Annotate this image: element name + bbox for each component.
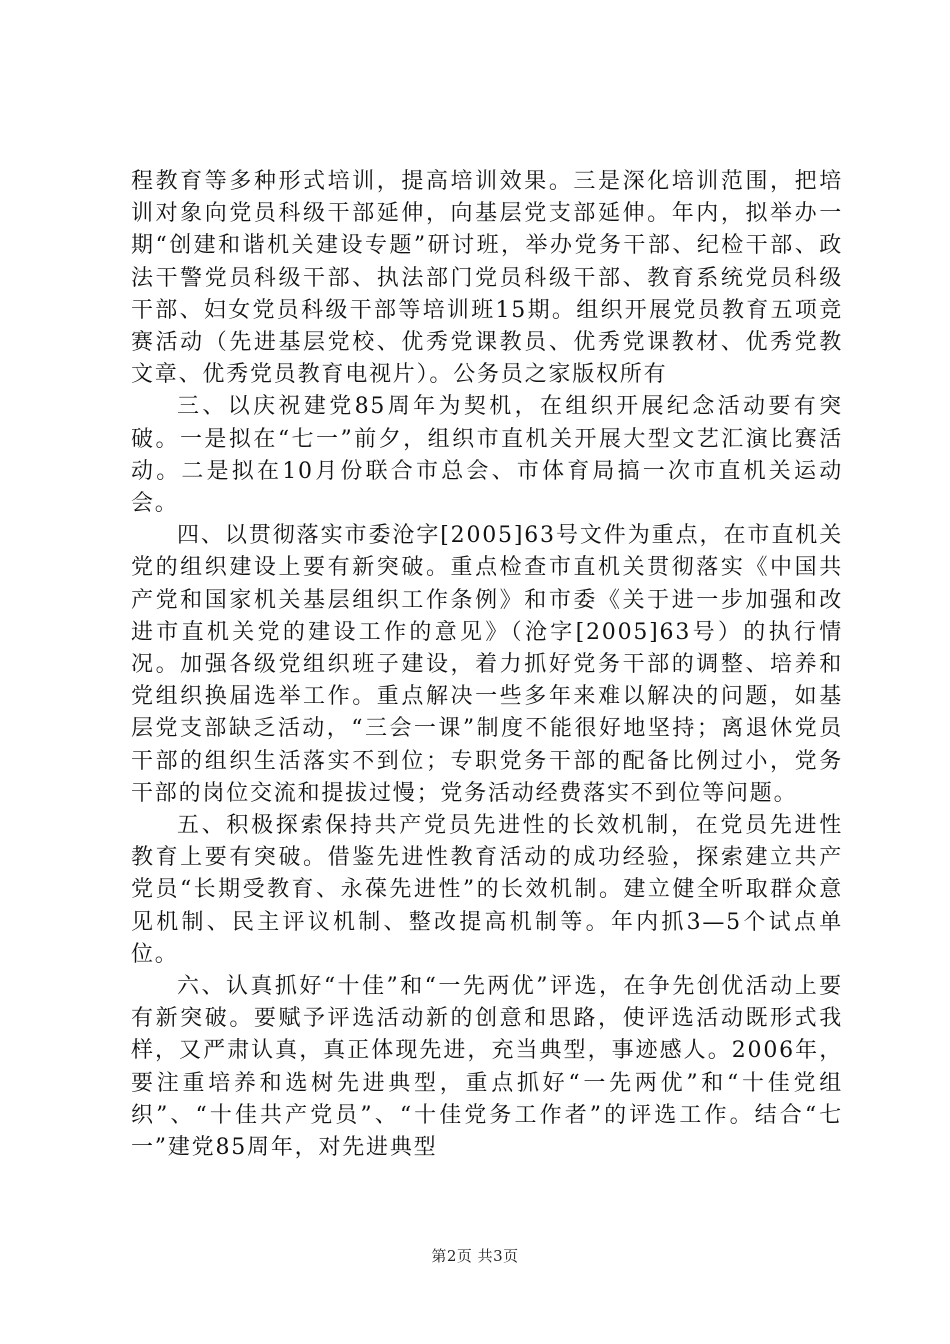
- paragraph-item-three: 三、以庆祝建党85周年为契机，在组织开展纪念活动要有突破。一是拟在“七一”前夕，组织市直机关开展大型文艺汇演比赛活动。二是拟在10月份联合市总会、市体育局搞一次市直机关运动会。: [131, 394, 843, 517]
- paragraph-item-six: 六、认真抓好“十佳”和“一先两优”评选，在争先创优活动上要有新突破。要赋予评选活动新的创意和思路，使评选活动既形式我样，又严肃认真，真正体现先进，充当典型，事迹感人。2006年，要注重培养和选树先进典型，重点抓好“一先两优”和“十佳党组织”、“十佳共产党员”、“十佳党务工作者”的评选工作。结合“七一”建党85周年，对先进典型: [131, 974, 843, 1161]
- page-number-footer: 第2页 共3页: [431, 1247, 519, 1265]
- paragraph-continued-training: 程教育等多种形式培训，提高培训效果。三是深化培训范围，把培训对象向党员科级干部延伸，向基层党支部延伸。年内，拟举办一期“创建和谐机关建设专题”研讨班，举办党务干部、纪检干部、政法干警党员科级干部、执法部门党员科级干部、教育系统党员科级干部、妇女党员科级干部等培训班15期。组织开展党员教育五项竞赛活动（先进基层党校、优秀党课教员、优秀党课教材、优秀党教文章、优秀党员教育电视片）。公务员之家版权所有: [131, 169, 843, 388]
- paragraph-item-four: 四、以贯彻落实市委沧字[2005]63号文件为重点，在市直机关党的组织建设上要有新突破。重点检查市直机关贯彻落实《中国共产党和国家机关基层组织工作条例》和市委《关于进一步加强和改进市直机关党的建设工作的意见》（沧字[2005]63号）的执行情况。加强各级党组织班子建设，着力抓好党务干部的调整、培养和党组织换届选举工作。重点解决一些多年来难以解决的问题，如基层党支部缺乏活动，“三会一课”制度不能很好地坚持；离退休党员干部的组织生活落实不到位；专职党务干部的配备比例过小，党务干部的岗位交流和提拔过慢；党务活动经费落实不到位等问题。: [131, 523, 843, 806]
- document-body: [131, 166, 843, 1164]
- paragraph-item-five: 五、积极探索保持共产党员先进性的长效机制，在党员先进性教育上要有突破。借鉴先进性教育活动的成功经验，探索建立共产党员“长期受教育、永葆先进性”的长效机制。建立健全听取群众意见机制、民主评议机制、整改提高机制等。年内抓3—5个试点单位。: [131, 813, 843, 967]
